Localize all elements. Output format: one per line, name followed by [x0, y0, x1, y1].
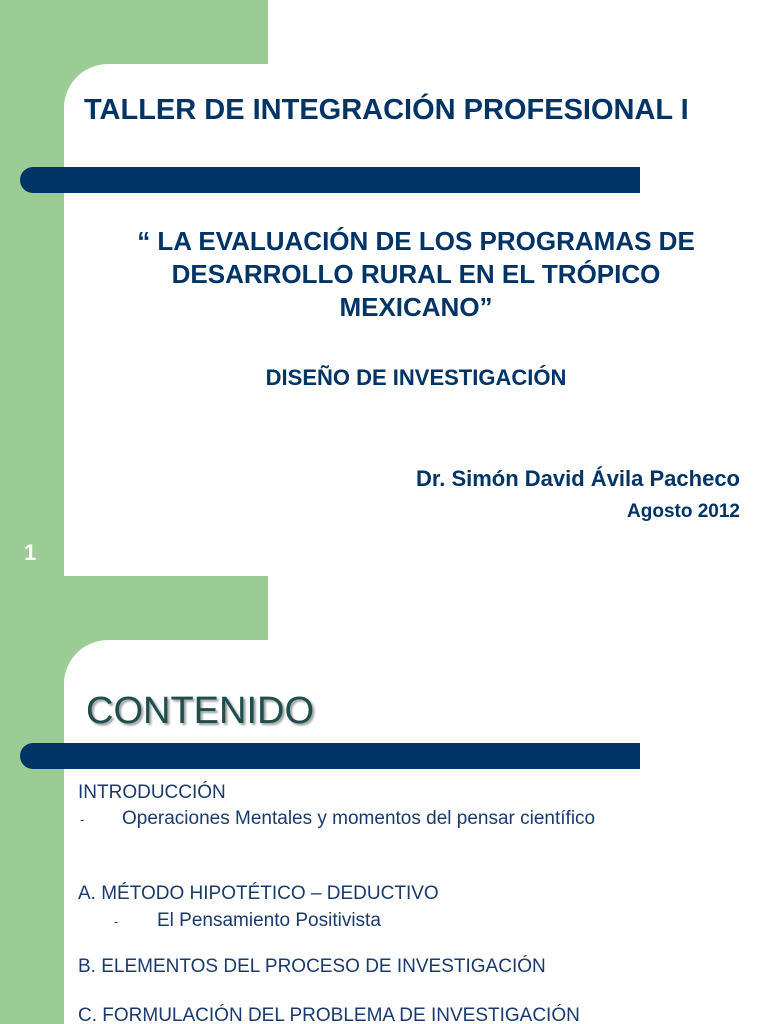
date: Agosto 2012 [627, 501, 740, 522]
subtitle: DISEÑO DE INVESTIGACIÓN [265, 365, 567, 390]
bullet-dash: - [114, 914, 119, 929]
list-subitem: Operaciones Mentales y momentos del pensar científico [122, 808, 596, 829]
list-item: A. MÉTODO HIPOTÉTICO – DEDUCTIVO [78, 883, 439, 904]
heading-rule [20, 743, 640, 769]
author-name: Dr. Simón David Ávila Pacheco [415, 466, 740, 491]
title-rule [20, 167, 640, 193]
bullet-dash: - [80, 812, 85, 827]
list-item: INTRODUCCIÓN [78, 782, 226, 803]
thesis-title-line-2: DESARROLLO RURAL EN EL TRÓPICO [171, 259, 661, 289]
list-item: B. ELEMENTOS DEL PROCESO DE INVESTIGACIÓN [78, 956, 546, 977]
list-item: C. FORMULACIÓN DEL PROBLEMA DE INVESTIGACIÓN [78, 1005, 580, 1024]
green-left-strip [0, 0, 64, 576]
list-subitem: El Pensamiento Positivista [157, 910, 381, 931]
contents-slide [0, 576, 768, 1024]
green-left-strip [0, 576, 64, 1024]
thesis-title-line-3: MEXICANO” [339, 292, 493, 322]
contents-heading: CONTENIDO [86, 690, 314, 732]
thesis-title-line-1: “ LA EVALUACIÓN DE LOS PROGRAMAS DE [137, 226, 695, 256]
course-title: TALLER DE INTEGRACIÓN PROFESIONAL I [84, 94, 689, 126]
slide-number: 1 [24, 540, 37, 565]
thesis-title [84, 225, 748, 324]
